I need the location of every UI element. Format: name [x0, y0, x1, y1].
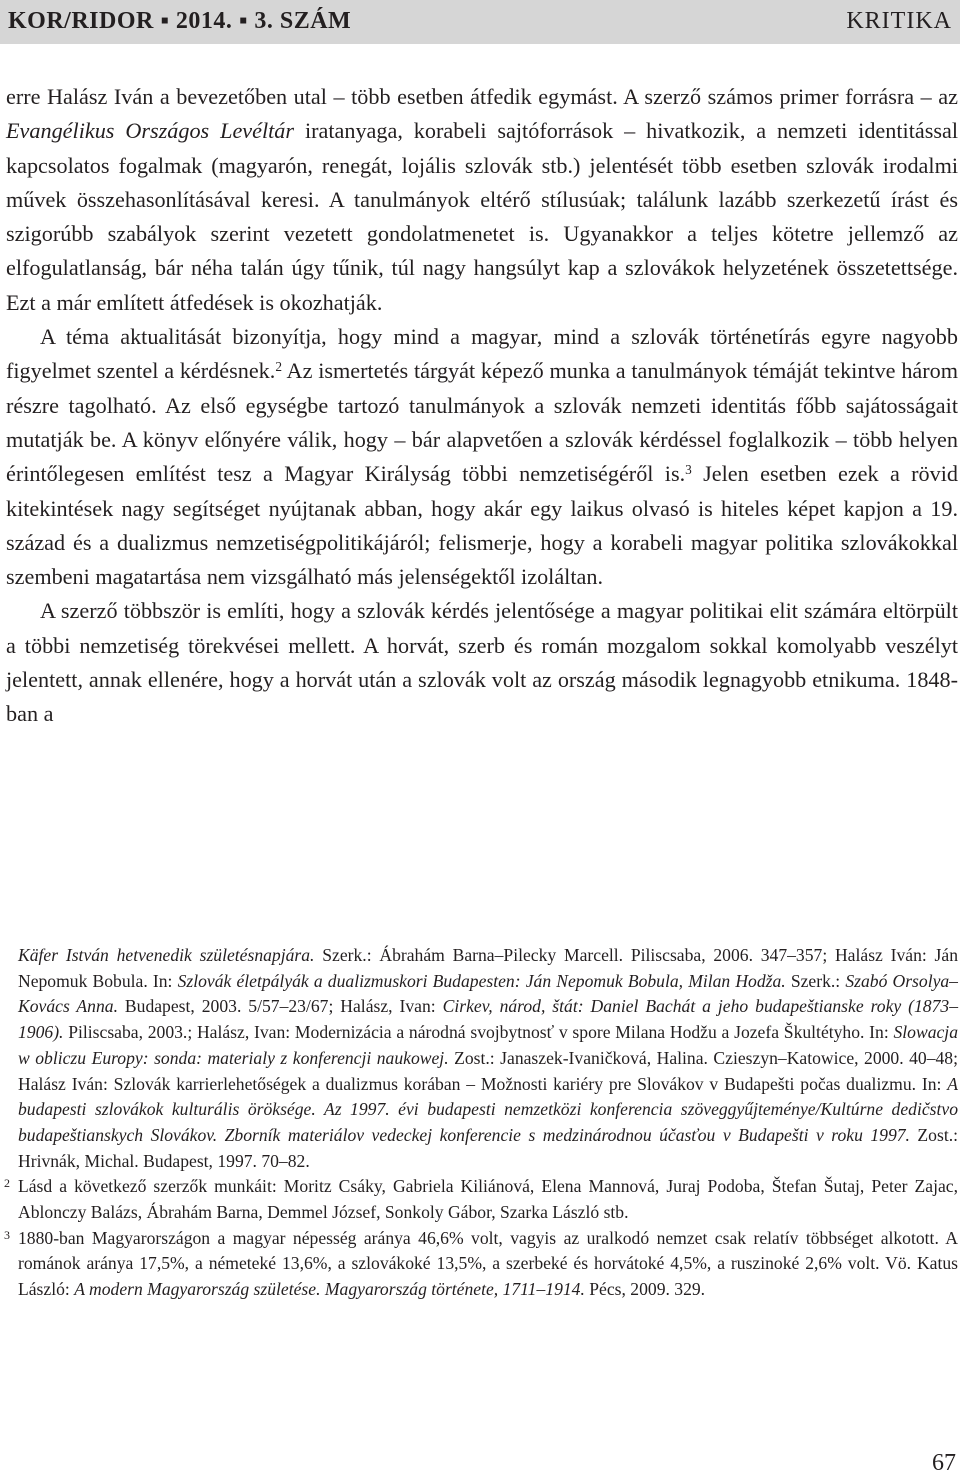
text-run: Jelen esetben ezek a rövid kitekintések nagy segítséget nyújtanak abban, hogy akár egy laikus olvasó is hiteles képet kapjon a 19. század és a dualizmus nemzetiségpolitikájáról; felismerje, hogy a korabeli magyar politika szlovákokkal szembeni magatartása nem vizsgálható más jelenségektől izoláltan. [6, 461, 958, 590]
text-run: Szerk.: [785, 970, 846, 991]
text-run: iratanyaga, korabeli sajtóforrások – hivatkozik, a nemzeti identitással kapcsolatos fogalmak (magyarón, renegát, lojális szlovák stb.) jelentését több esetben szlovák irodalmi művek összehasonlításával keresi. A tanulmányok eltérő stílusúak; találunk lazább szerkezetű írást és szigorúbb szabályok szerint vezetett gondolatmenetet is. Ugyanakkor a teljes kötetre jellemző az elfogulatlanság, bár néha talán úgy tűnik, túl nagy hangsúlyt kap a szlovákok helyzetének összetettsége. Ezt a már említett átfedések is okozhatják. [6, 118, 958, 315]
footnote-number: 3 [4, 1227, 10, 1242]
italic-run: A modern Magyarország születése. Magyarország története, 1711–1914. [74, 1279, 585, 1300]
journal-title: KOR/RIDOR ▪ 2014. ▪ 3. SZÁM [8, 8, 352, 34]
text-run: Zost.: Hrivnák, Michal. Budapest, 1997. 70–82. [18, 1124, 958, 1171]
running-header [0, 0, 960, 44]
text-run: Az ismertetés tárgyát képező munka a tanulmányok témáját tekintve három részre tagolható. Az első egységbe tartozó tanulmányok a szlovák nemzeti identitás főbb sajátosságait mutatják be. A könyv előnyére válik, hogy – bár alapvetően a szlovák kérdéssel foglalkozik – több helyen érintőlegesen említést tesz a Magyar Királyság többi nemzetiségéről is. [6, 358, 958, 487]
text-run: erre Halász Iván a bevezetőben utal – több esetben átfedik egymást. A szerző számos primer forrásra – az [6, 84, 958, 109]
paragraph-3: A szerző többször is említi, hogy a szlovák kérdés jelentősége a magyar politikai elit számára eltörpült a többi nemzetiség törekvései mellett. A horvát, szerb és román mozgalom sokkal komolyabb veszélyt jelentett, annak ellenére, hogy a horvát után a szlovák volt az ország második legnagyobb etnikuma. 1848-ban a [6, 598, 958, 727]
footnotes [4, 943, 959, 1303]
page-number: 67 [932, 1450, 956, 1476]
main-text [6, 80, 958, 732]
footnote-number: 2 [4, 1176, 10, 1191]
italic-run: Evangélikus Országos Levéltár [6, 118, 295, 144]
italic-run: Szabó Orsolya–Kovács Anna. [18, 970, 958, 1017]
section-name: KRITIKA [846, 8, 952, 34]
text-run: Szerk.: Ábrahám Barna–Pilecky Marcell. Piliscsaba, 2006. 347–357; Halász Iván: Ján Nepomuk Bobula. In: [18, 945, 959, 991]
paragraph-2 [6, 320, 958, 594]
italic-run: Szlovák életpályák a dualizmuskori Budapesten: Ján Nepomuk Bobula, Milan Hodža. [177, 970, 786, 991]
text-run: Zost.: Janaszek-Ivaničková, Halina. Czieszyn–Katowice, 2000. 40–48; Halász Iván: Szlovák karrierlehetőségek a dualizmus korában – Možnosti kariéry pre Slovákov v Budapešti počas dualizmu. In: [18, 1047, 958, 1094]
text-run: 1880-ban Magyarországon a magyar népesség aránya 46,6% volt, vagyis az uralkodó nemzet csak relatív többséget alkotott. A románok aránya 17,5%, a németeké 13,6%, a szlovákoké 13,5%, a szerbeké és horvátoké 4,5%, a ruszinoké 2,6% volt. Vö. Katus László: [18, 1227, 958, 1300]
text-run: Piliscsaba, 2003.; Halász, Ivan: Modernizácia a národná svojbytnosť v spore Milana Hodžu a Jozefa Škultétyho. In: [63, 1022, 894, 1043]
footnote-ref-2[interactable]: 2 [275, 359, 282, 375]
footnote-ref-3[interactable]: 3 [685, 461, 692, 477]
paragraph-1 [6, 80, 958, 320]
text-run: Pécs, 2009. 329. [584, 1279, 706, 1300]
italic-run: Käfer István hetvenedik születésnapjára. [18, 945, 315, 965]
text-run: Lásd a következő szerzők munkáit: Moritz Csáky, Gabriela Kiliánová, Elena Mannová, Juraj Podoba, Štefan Šutaj, Peter Zajac, Ablonczy Balázs, Ábrahám Barna, Demmel József, Sonkoly Gábor, Szarka László stb. [18, 1176, 958, 1223]
footnote-3 [4, 1226, 958, 1303]
italic-run: A budapesti szlovákok kulturális öröksége. Az 1997. évi budapesti nemzetközi konferencia szöveggyűjteménye/Kultúrne dedičstvo budapeštianskych Slovákov. Zborník materiálov vedeckej konferencie s medzinárodnou účasťou v Budapešti v roku 1997. [18, 1073, 958, 1145]
italic-run: Cirkev, národ, štát: Daniel Bachát a jeho budapeštianske roky (1873–1906). [18, 996, 958, 1043]
italic-run: Slowacja w obliczu Europy: sonda: materialy z konferencji naukowej. [18, 1022, 958, 1068]
text-run: Budapest, 2003. 5/57–23/67; Halász, Ivan: [117, 996, 443, 1017]
footnote-1-continued [18, 943, 958, 1174]
footnote-2 [4, 1174, 958, 1225]
text-run: A téma aktualitását bizonyítja, hogy mind a magyar, mind a szlovák történetírás egyre nagyobb figyelmet szentel a kérdésnek. [6, 324, 958, 384]
